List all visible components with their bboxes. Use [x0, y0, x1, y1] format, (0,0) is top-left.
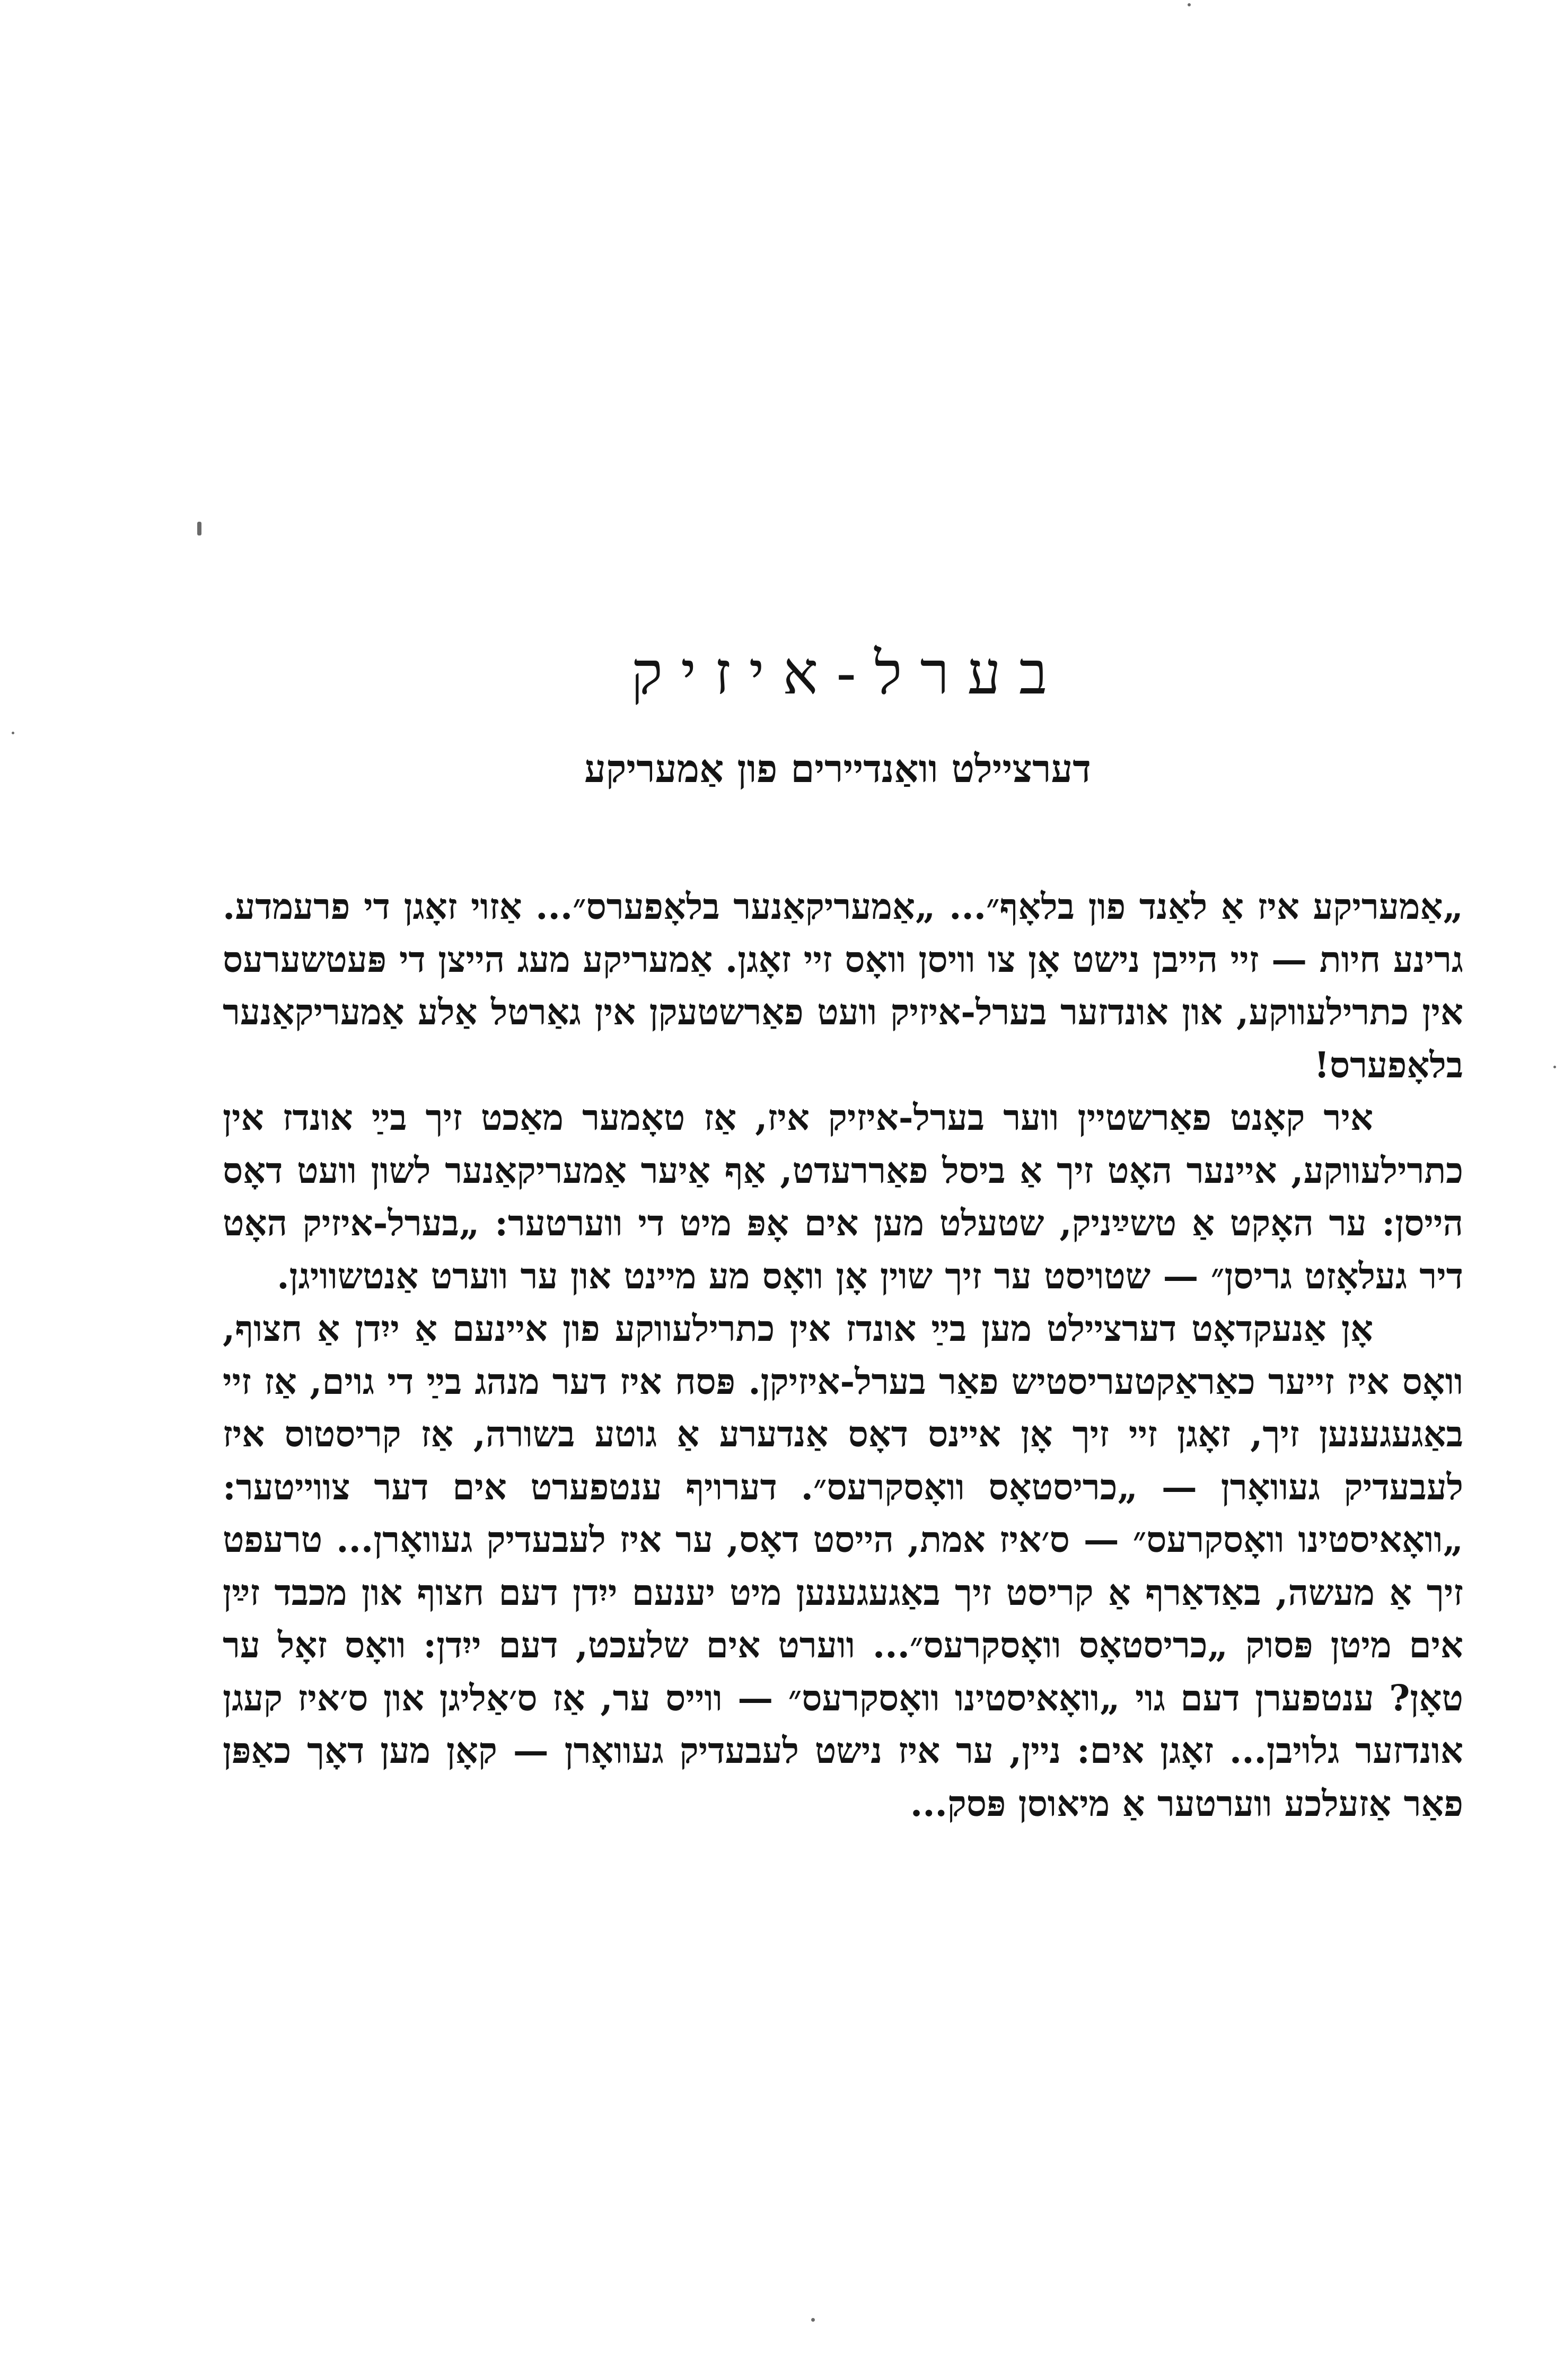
scan-speck — [197, 522, 201, 535]
chapter-title: בערל-איזיק — [631, 639, 1066, 708]
scan-speck — [811, 2318, 815, 2322]
paragraph: איר קאָנט פאַרשטיין ווער בערל-איזיק איז, אַז טאָמער מאַכט זיך בײַ אונדז אין כתרילעווקע, איינער האָט זיך אַ ביסל פאַררעדט, אַף אַיער אַמעריקאַנער לשון וועט דאָס הייסן: ער האָקט אַ טשײַניק, שטעלט מען אים אָפּ מיט די ווערטער: „בערל-איזיק האָט דיר געלאָזט גריסן״ — שטויסט ער זיך שוין אָן וואָס מע מיינט און ער ווערט אַנטשוויגן. — [223, 1096, 1463, 1297]
scan-speck — [12, 732, 14, 734]
paragraph: אָן אַנעקדאָט דערציילט מען בײַ אונדז אין כתרילעווקע פון איינעם אַ ייִדן אַ חצוף, וואָס איז זייער כאַראַקטעריסטיש פאַר בערל-איזיקן. פּסח איז דער מנהג בײַ די גוים, אַז זיי באַגעגענען זיך, זאָגן זיי זיך אָן איינס דאָס אַנדערע אַ גוטע בשורה, אַז קריסטוס איז לעבעדיק געוואָרן — „כריסטאָס וואָסקרעס״. דערויף ענטפערט אים דער צווייטער: „וואָאיסטינו וואָסקרעס״ — ס׳איז אמת, הייסט דאָס, ער איז לעבעדיק געוואָרן... טרעפט זיך אַ מעשה, באַדאַרף אַ קריסט זיך באַגעגענען מיט יענעם ייִדן דעם חצוף און מכבד זײַן אים מיטן פּסוק „כריסטאָס וואָסקרעס״... ווערט אים שלעכט, דעם ייִדן: וואָס זאָל ער טאָן? ענטפערן דעם גוי „וואָאיסטינו וואָסקרעס״ — ווייס ער, אַז ס׳אַליגן און ס׳איז קעגן אונדזער גלויבן... זאָגן אים: ניין, ער איז נישט לעבעדיק געוואָרן — קאָן מען דאָך כאַפּן פאַר אַזעלכע ווערטער אַ מיאוסן פּסק... — [223, 1307, 1463, 1824]
scan-speck — [1188, 3, 1191, 6]
paragraph: „אַמעריקע איז אַ לאַנד פון בלאָף״... „אַמעריקאַנער בלאָפערס״... אַזוי זאָגן די פרעמדע. גרינע חיות — זיי הייבן נישט אָן צו וויסן וואָס זיי זאָגן. אַמעריקע מעג הייצן די פּעטשערעס אין כתרילעווקע, און אונדזער בערל-איזיק וועט פאַרשטעקן אין גאַרטל אַלע אַמעריקאַנער בלאָפערס! — [223, 885, 1463, 1086]
body-text — [223, 880, 1463, 2248]
chapter-subtitle: דערציילט וואַנדיירים פון אַמעריקע — [584, 746, 1091, 791]
scan-speck — [1553, 1066, 1556, 1068]
